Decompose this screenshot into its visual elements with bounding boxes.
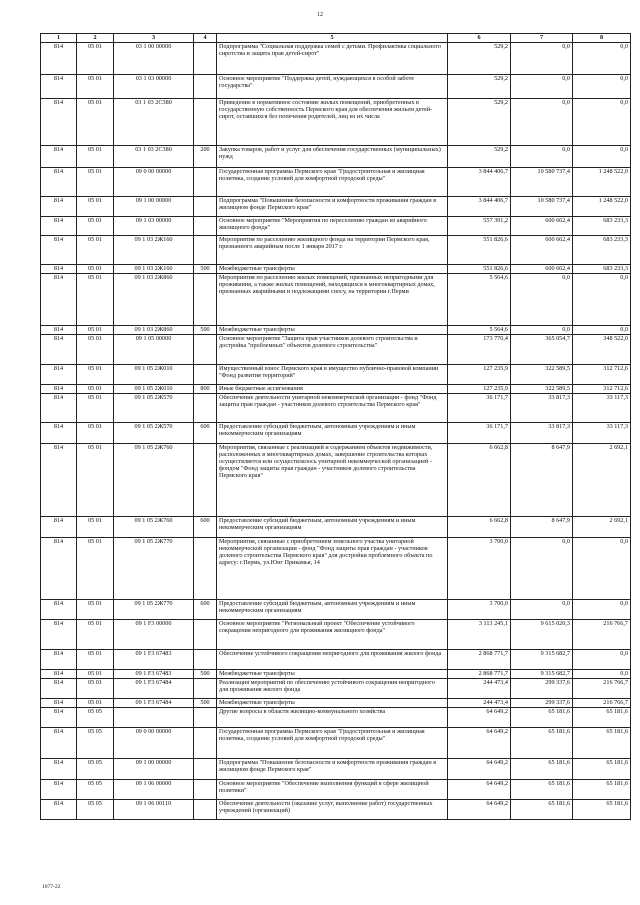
amount-2023-cell: 529,2	[448, 99, 511, 146]
amount-2025-cell: 216 766,7	[573, 620, 631, 650]
amount-2025-cell: 0,0	[573, 274, 631, 326]
amount-2024-cell: 322 589,5	[511, 385, 573, 394]
table-row	[41, 699, 631, 708]
table-row	[41, 600, 631, 620]
amount-2025-cell: 0,0	[573, 538, 631, 600]
amount-2023-cell: 244 473,4	[448, 679, 511, 699]
expense-type-cell	[194, 444, 217, 517]
section-code-cell: 05 01	[77, 444, 114, 517]
section-code-cell: 05 05	[77, 759, 114, 780]
item-name-cell: Межбюджетные трансферты	[217, 265, 448, 274]
item-name-cell: Мероприятия, связанные с приобретением земельного участка унитарной некоммерческой организации - фонд "Фонд защиты прав граждан - участников долевого строительства Пермского края" для достройки проблемного объекта по адресу: г.Пермь, ул.Юнг Прикамья, 14	[217, 538, 448, 600]
amount-2023-cell: 6 662,8	[448, 444, 511, 517]
amount-2025-cell: 0,0	[573, 600, 631, 620]
item-name-cell: Основное мероприятие "Поддержка детей, нуждающихся в особой заботе государства"	[217, 75, 448, 99]
expense-type-cell: 500	[194, 265, 217, 274]
amount-2023-cell: 551 826,6	[448, 265, 511, 274]
amount-2024-cell: 8 647,9	[511, 444, 573, 517]
amount-2023-cell: 127 235,9	[448, 365, 511, 385]
table-row	[41, 385, 631, 394]
header-cell: 8	[573, 34, 631, 43]
section-code-cell: 05 01	[77, 236, 114, 265]
section-code-cell: 05 01	[77, 99, 114, 146]
amount-2024-cell: 9 315 682,7	[511, 650, 573, 670]
amount-2024-cell: 322 589,5	[511, 365, 573, 385]
table-row	[41, 517, 631, 538]
amount-2025-cell: 65 181,6	[573, 728, 631, 759]
admin-code-cell: 814	[41, 43, 77, 75]
item-name-cell: Основное мероприятие "Защита прав участников долевого строительства и достройка "проблемных" объектов долевого строительства"	[217, 335, 448, 365]
amount-2024-cell: 0,0	[511, 600, 573, 620]
item-name-cell: Государственная программа Пермского края "Градостроительная и жилищная политика, создание условий для комфортной городской среды"	[217, 168, 448, 197]
section-code-cell: 05 01	[77, 394, 114, 423]
amount-2024-cell: 600 662,4	[511, 236, 573, 265]
target-article-cell: 09 1 03 2Ж160	[114, 236, 194, 265]
amount-2025-cell: 33 117,3	[573, 423, 631, 444]
admin-code-cell: 814	[41, 197, 77, 217]
amount-2024-cell: 9 615 020,3	[511, 620, 573, 650]
target-article-cell: 09 1 F3 67484	[114, 699, 194, 708]
section-code-cell: 05 01	[77, 517, 114, 538]
admin-code-cell: 814	[41, 365, 77, 385]
amount-2025-cell: 0,0	[573, 650, 631, 670]
amount-2024-cell: 9 315 682,7	[511, 670, 573, 679]
target-article-cell: 09 1 06 00110	[114, 800, 194, 820]
amount-2023-cell: 244 473,4	[448, 699, 511, 708]
item-name-cell: Другие вопросы в области жилищно-коммунального хозяйства	[217, 708, 448, 728]
admin-code-cell: 814	[41, 650, 77, 670]
item-name-cell: Подпрограмма "Повышение безопасности и комфортности проживания граждан в жилищном фонде Пермского края"	[217, 759, 448, 780]
item-name-cell: Иные бюджетные ассигнования	[217, 385, 448, 394]
admin-code-cell: 814	[41, 620, 77, 650]
expense-type-cell	[194, 538, 217, 600]
admin-code-cell: 814	[41, 679, 77, 699]
amount-2025-cell: 312 712,6	[573, 365, 631, 385]
amount-2024-cell: 0,0	[511, 326, 573, 335]
amount-2025-cell: 216 766,7	[573, 679, 631, 699]
admin-code-cell: 814	[41, 99, 77, 146]
amount-2025-cell: 0,0	[573, 670, 631, 679]
admin-code-cell: 814	[41, 728, 77, 759]
expense-type-cell	[194, 679, 217, 699]
amount-2025-cell: 1 248 522,0	[573, 197, 631, 217]
table-row	[41, 538, 631, 600]
table-row	[41, 146, 631, 168]
expense-type-cell	[194, 708, 217, 728]
section-code-cell: 05 01	[77, 670, 114, 679]
expense-type-cell	[194, 236, 217, 265]
admin-code-cell: 814	[41, 423, 77, 444]
item-name-cell: Подпрограмма "Социальная поддержка семей с детьми. Профилактика социального сиротства и защита прав детей-сирот"	[217, 43, 448, 75]
amount-2025-cell: 683 233,3	[573, 236, 631, 265]
amount-2024-cell: 65 181,6	[511, 759, 573, 780]
expense-type-cell	[194, 274, 217, 326]
footer-code: 1077-22	[42, 884, 61, 890]
amount-2023-cell: 3 113 245,1	[448, 620, 511, 650]
table-row	[41, 423, 631, 444]
table-row	[41, 217, 631, 236]
admin-code-cell: 814	[41, 708, 77, 728]
header-cell: 1	[41, 34, 77, 43]
expense-type-cell	[194, 759, 217, 780]
header-cell: 5	[217, 34, 448, 43]
section-code-cell: 05 01	[77, 620, 114, 650]
expense-type-cell	[194, 168, 217, 197]
section-code-cell: 05 05	[77, 728, 114, 759]
section-code-cell: 05 01	[77, 385, 114, 394]
amount-2024-cell: 0,0	[511, 99, 573, 146]
target-article-cell: 09 1 F3 67483	[114, 650, 194, 670]
amount-2023-cell: 3 700,0	[448, 538, 511, 600]
amount-2025-cell: 312 712,6	[573, 385, 631, 394]
table-row	[41, 326, 631, 335]
expense-type-cell	[194, 335, 217, 365]
amount-2024-cell: 65 181,6	[511, 728, 573, 759]
item-name-cell: Закупка товаров, работ и услуг для обеспечения государственных (муниципальных) нужд	[217, 146, 448, 168]
amount-2024-cell: 0,0	[511, 75, 573, 99]
admin-code-cell: 814	[41, 326, 77, 335]
header-cell: 7	[511, 34, 573, 43]
table-row	[41, 75, 631, 99]
target-article-cell: 09 1 05 2Ж010	[114, 365, 194, 385]
amount-2025-cell: 216 766,7	[573, 699, 631, 708]
amount-2023-cell: 2 868 771,7	[448, 670, 511, 679]
table-row	[41, 728, 631, 759]
item-name-cell: Межбюджетные трансферты	[217, 699, 448, 708]
target-article-cell: 09 1 05 2Ж760	[114, 444, 194, 517]
amount-2023-cell: 64 649,2	[448, 780, 511, 800]
amount-2023-cell: 64 649,2	[448, 728, 511, 759]
amount-2023-cell: 557 391,2	[448, 217, 511, 236]
target-article-cell: 09 1 03 00000	[114, 217, 194, 236]
section-code-cell: 05 01	[77, 75, 114, 99]
target-article-cell: 09 1 05 2Ж770	[114, 600, 194, 620]
section-code-cell: 05 01	[77, 335, 114, 365]
amount-2024-cell: 33 817,3	[511, 423, 573, 444]
item-name-cell: Основное мероприятие "Региональный проект "Обеспечение устойчивого сокращения непригодного для проживания жилищного фонда"	[217, 620, 448, 650]
amount-2025-cell: 683 233,3	[573, 217, 631, 236]
item-name-cell: Обеспечение деятельности (оказание услуг, выполнение работ) государственных учреждений (организаций)	[217, 800, 448, 820]
expense-type-cell	[194, 365, 217, 385]
item-name-cell: Приведение в нормативное состояние жилых помещений, приобретенных в государственную собственность Пермского края для обеспечения жильем детей-сирот, оставшихся без попечения родителей, лиц из их числа	[217, 99, 448, 146]
amount-2023-cell: 36 171,7	[448, 423, 511, 444]
admin-code-cell: 814	[41, 394, 77, 423]
expense-type-cell	[194, 43, 217, 75]
expense-type-cell	[194, 75, 217, 99]
item-name-cell: Мероприятия по расселению жилых помещений, признанных непригодными для проживания, а также жилых помещений, находящихся в многоквартирных домах, признанных аварийными и подлежащими сносу, на территории г.Перми	[217, 274, 448, 326]
amount-2023-cell: 64 649,2	[448, 759, 511, 780]
amount-2024-cell: 10 580 737,4	[511, 197, 573, 217]
amount-2024-cell: 0,0	[511, 538, 573, 600]
amount-2024-cell: 600 662,4	[511, 217, 573, 236]
admin-code-cell: 814	[41, 699, 77, 708]
expense-type-cell: 200	[194, 146, 217, 168]
expense-type-cell: 600	[194, 517, 217, 538]
expense-type-cell: 500	[194, 326, 217, 335]
amount-2023-cell: 5 564,6	[448, 326, 511, 335]
expense-type-cell	[194, 394, 217, 423]
expense-type-cell	[194, 650, 217, 670]
admin-code-cell: 814	[41, 538, 77, 600]
target-article-cell: 09 1 00 00000	[114, 759, 194, 780]
section-code-cell: 05 01	[77, 365, 114, 385]
expense-type-cell	[194, 620, 217, 650]
admin-code-cell: 814	[41, 759, 77, 780]
section-code-cell: 05 01	[77, 43, 114, 75]
section-code-cell: 05 01	[77, 146, 114, 168]
amount-2023-cell: 3 844 406,7	[448, 168, 511, 197]
target-article-cell: 09 1 03 2Ж860	[114, 274, 194, 326]
item-name-cell: Предоставление субсидий бюджетным, автономным учреждениям и иным некоммерческим организациям	[217, 600, 448, 620]
amount-2024-cell: 65 181,6	[511, 780, 573, 800]
amount-2024-cell: 0,0	[511, 274, 573, 326]
table-row	[41, 800, 631, 820]
amount-2025-cell: 0,0	[573, 43, 631, 75]
target-article-cell: 03 1 03 00000	[114, 75, 194, 99]
page-number: 12	[317, 12, 323, 18]
expense-type-cell: 500	[194, 670, 217, 679]
amount-2025-cell: 65 181,6	[573, 780, 631, 800]
amount-2025-cell: 65 181,6	[573, 800, 631, 820]
target-article-cell: 09 1 00 00000	[114, 197, 194, 217]
amount-2024-cell: 299 337,6	[511, 679, 573, 699]
table-row	[41, 759, 631, 780]
budget-table	[40, 33, 631, 820]
admin-code-cell: 814	[41, 385, 77, 394]
amount-2024-cell: 0,0	[511, 43, 573, 75]
section-code-cell: 05 01	[77, 274, 114, 326]
admin-code-cell: 814	[41, 600, 77, 620]
expense-type-cell	[194, 217, 217, 236]
table-header-row	[41, 34, 631, 43]
amount-2025-cell: 33 117,3	[573, 394, 631, 423]
item-name-cell: Основное мероприятие "Обеспечение выполнения функций в сфере жилищной политики"	[217, 780, 448, 800]
table-row	[41, 265, 631, 274]
amount-2023-cell: 3 844 406,7	[448, 197, 511, 217]
amount-2025-cell: 0,0	[573, 75, 631, 99]
target-article-cell: 09 1 03 2Ж160	[114, 265, 194, 274]
target-article-cell: 09 1 05 2Ж760	[114, 517, 194, 538]
section-code-cell: 05 01	[77, 197, 114, 217]
amount-2025-cell: 0,0	[573, 146, 631, 168]
target-article-cell: 03 1 03 2С380	[114, 146, 194, 168]
amount-2025-cell: 0,0	[573, 326, 631, 335]
table-row	[41, 99, 631, 146]
amount-2023-cell: 6 662,8	[448, 517, 511, 538]
section-code-cell: 05 01	[77, 699, 114, 708]
item-name-cell: Мероприятия, связанные с реализацией и содержанием объектов недвижимости, расположенных в многоквартирных домах, завершение строительства которых осуществляется или осуществлялось унитарной некоммерческой организацией - фондом "Фонд защиты прав граждан - участников долевого строительства Пермского края"	[217, 444, 448, 517]
amount-2025-cell: 683 233,3	[573, 265, 631, 274]
admin-code-cell: 814	[41, 800, 77, 820]
expense-type-cell: 800	[194, 385, 217, 394]
expense-type-cell	[194, 99, 217, 146]
amount-2024-cell: 33 817,3	[511, 394, 573, 423]
target-article-cell: 09 1 05 00000	[114, 335, 194, 365]
table-body	[41, 43, 631, 820]
admin-code-cell: 814	[41, 236, 77, 265]
expense-type-cell	[194, 780, 217, 800]
section-code-cell: 05 01	[77, 600, 114, 620]
table-row	[41, 394, 631, 423]
section-code-cell: 05 01	[77, 423, 114, 444]
item-name-cell: Мероприятия по расселению жилищного фонда на территории Пермского края, признанного аварийным после 1 января 2017 г.	[217, 236, 448, 265]
amount-2024-cell: 10 580 737,4	[511, 168, 573, 197]
target-article-cell: 09 1 05 2Ж570	[114, 423, 194, 444]
item-name-cell: Предоставление субсидий бюджетным, автономным учреждениям и иным некоммерческим организациям	[217, 517, 448, 538]
target-article-cell: 09 0 00 00000	[114, 168, 194, 197]
amount-2023-cell: 64 649,2	[448, 708, 511, 728]
header-cell: 4	[194, 34, 217, 43]
target-article-cell: 09 1 05 2Ж770	[114, 538, 194, 600]
admin-code-cell: 814	[41, 780, 77, 800]
section-code-cell: 05 01	[77, 650, 114, 670]
section-code-cell: 05 05	[77, 708, 114, 728]
item-name-cell: Основное мероприятие "Мероприятия по переселению граждан из аварийного жилищного фонда"	[217, 217, 448, 236]
target-article-cell: 09 1 F3 67484	[114, 679, 194, 699]
section-code-cell: 05 01	[77, 168, 114, 197]
target-article-cell	[114, 708, 194, 728]
amount-2023-cell: 529,2	[448, 43, 511, 75]
table-row	[41, 335, 631, 365]
table-row	[41, 197, 631, 217]
amount-2023-cell: 529,2	[448, 146, 511, 168]
table-row	[41, 274, 631, 326]
admin-code-cell: 814	[41, 670, 77, 679]
target-article-cell: 09 0 00 00000	[114, 728, 194, 759]
expense-type-cell	[194, 728, 217, 759]
section-code-cell: 05 01	[77, 679, 114, 699]
amount-2025-cell: 65 181,6	[573, 708, 631, 728]
admin-code-cell: 814	[41, 265, 77, 274]
amount-2024-cell: 65 181,6	[511, 800, 573, 820]
amount-2023-cell: 36 171,7	[448, 394, 511, 423]
header-cell: 2	[77, 34, 114, 43]
amount-2023-cell: 3 700,0	[448, 600, 511, 620]
target-article-cell: 09 1 03 2Ж860	[114, 326, 194, 335]
section-code-cell: 05 01	[77, 326, 114, 335]
amount-2024-cell: 65 181,6	[511, 708, 573, 728]
table-row	[41, 620, 631, 650]
amount-2024-cell: 600 662,4	[511, 265, 573, 274]
amount-2023-cell: 173 770,4	[448, 335, 511, 365]
item-name-cell: Межбюджетные трансферты	[217, 326, 448, 335]
amount-2025-cell: 1 248 522,0	[573, 168, 631, 197]
table-row	[41, 365, 631, 385]
target-article-cell: 09 1 05 2Ж010	[114, 385, 194, 394]
target-article-cell: 09 1 05 2Ж570	[114, 394, 194, 423]
item-name-cell: Обеспечение деятельности унитарной некоммерческой организации - фонд "Фонд защиты прав граждан - участников долевого строительства Пермского края"	[217, 394, 448, 423]
target-article-cell: 09 1 F3 00000	[114, 620, 194, 650]
item-name-cell: Государственная программа Пермского края "Градостроительная и жилищная политика, создание условий для комфортной городской среды"	[217, 728, 448, 759]
section-code-cell: 05 01	[77, 265, 114, 274]
item-name-cell: Обеспечение устойчивого сокращения непригодного для проживания жилого фонда	[217, 650, 448, 670]
target-article-cell: 09 1 F3 67483	[114, 670, 194, 679]
item-name-cell: Предоставление субсидий бюджетным, автономным учреждениям и иным некоммерческим организациям	[217, 423, 448, 444]
section-code-cell: 05 05	[77, 800, 114, 820]
table-row	[41, 236, 631, 265]
amount-2024-cell: 299 337,6	[511, 699, 573, 708]
item-name-cell: Подпрограмма "Повышение безопасности и комфортности проживания граждан в жилищном фонде Пермского края"	[217, 197, 448, 217]
expense-type-cell	[194, 800, 217, 820]
target-article-cell: 03 1 03 2С380	[114, 99, 194, 146]
amount-2023-cell: 551 826,6	[448, 236, 511, 265]
section-code-cell: 05 01	[77, 217, 114, 236]
admin-code-cell: 814	[41, 168, 77, 197]
admin-code-cell: 814	[41, 274, 77, 326]
amount-2024-cell: 0,0	[511, 146, 573, 168]
item-name-cell: Реализация мероприятий по обеспечению устойчивого сокращения непригодного для проживания жилого фонда	[217, 679, 448, 699]
table-row	[41, 670, 631, 679]
admin-code-cell: 814	[41, 444, 77, 517]
table-row	[41, 43, 631, 75]
amount-2023-cell: 5 564,6	[448, 274, 511, 326]
target-article-cell: 09 1 06 00000	[114, 780, 194, 800]
target-article-cell: 03 1 00 00000	[114, 43, 194, 75]
amount-2023-cell: 2 868 771,7	[448, 650, 511, 670]
admin-code-cell: 814	[41, 335, 77, 365]
section-code-cell: 05 05	[77, 780, 114, 800]
table-row	[41, 168, 631, 197]
item-name-cell: Имущественный взнос Пермского края в имущество публично-правовой компании "Фонд развития территорий"	[217, 365, 448, 385]
amount-2025-cell: 0,0	[573, 99, 631, 146]
admin-code-cell: 814	[41, 75, 77, 99]
item-name-cell: Межбюджетные трансферты	[217, 670, 448, 679]
table-row	[41, 780, 631, 800]
amount-2023-cell: 529,2	[448, 75, 511, 99]
admin-code-cell: 814	[41, 217, 77, 236]
amount-2024-cell: 8 647,9	[511, 517, 573, 538]
table-row	[41, 650, 631, 670]
amount-2025-cell: 348 522,0	[573, 335, 631, 365]
table-row	[41, 444, 631, 517]
amount-2023-cell: 127 235,9	[448, 385, 511, 394]
amount-2025-cell: 65 181,6	[573, 759, 631, 780]
expense-type-cell: 500	[194, 699, 217, 708]
amount-2025-cell: 2 692,1	[573, 444, 631, 517]
expense-type-cell: 600	[194, 423, 217, 444]
admin-code-cell: 814	[41, 146, 77, 168]
amount-2024-cell: 365 054,7	[511, 335, 573, 365]
expense-type-cell: 600	[194, 600, 217, 620]
amount-2023-cell: 64 649,2	[448, 800, 511, 820]
table-row	[41, 708, 631, 728]
section-code-cell: 05 01	[77, 538, 114, 600]
table-row	[41, 679, 631, 699]
expense-type-cell	[194, 197, 217, 217]
header-cell: 6	[448, 34, 511, 43]
amount-2025-cell: 2 692,1	[573, 517, 631, 538]
admin-code-cell: 814	[41, 517, 77, 538]
header-cell: 3	[114, 34, 194, 43]
